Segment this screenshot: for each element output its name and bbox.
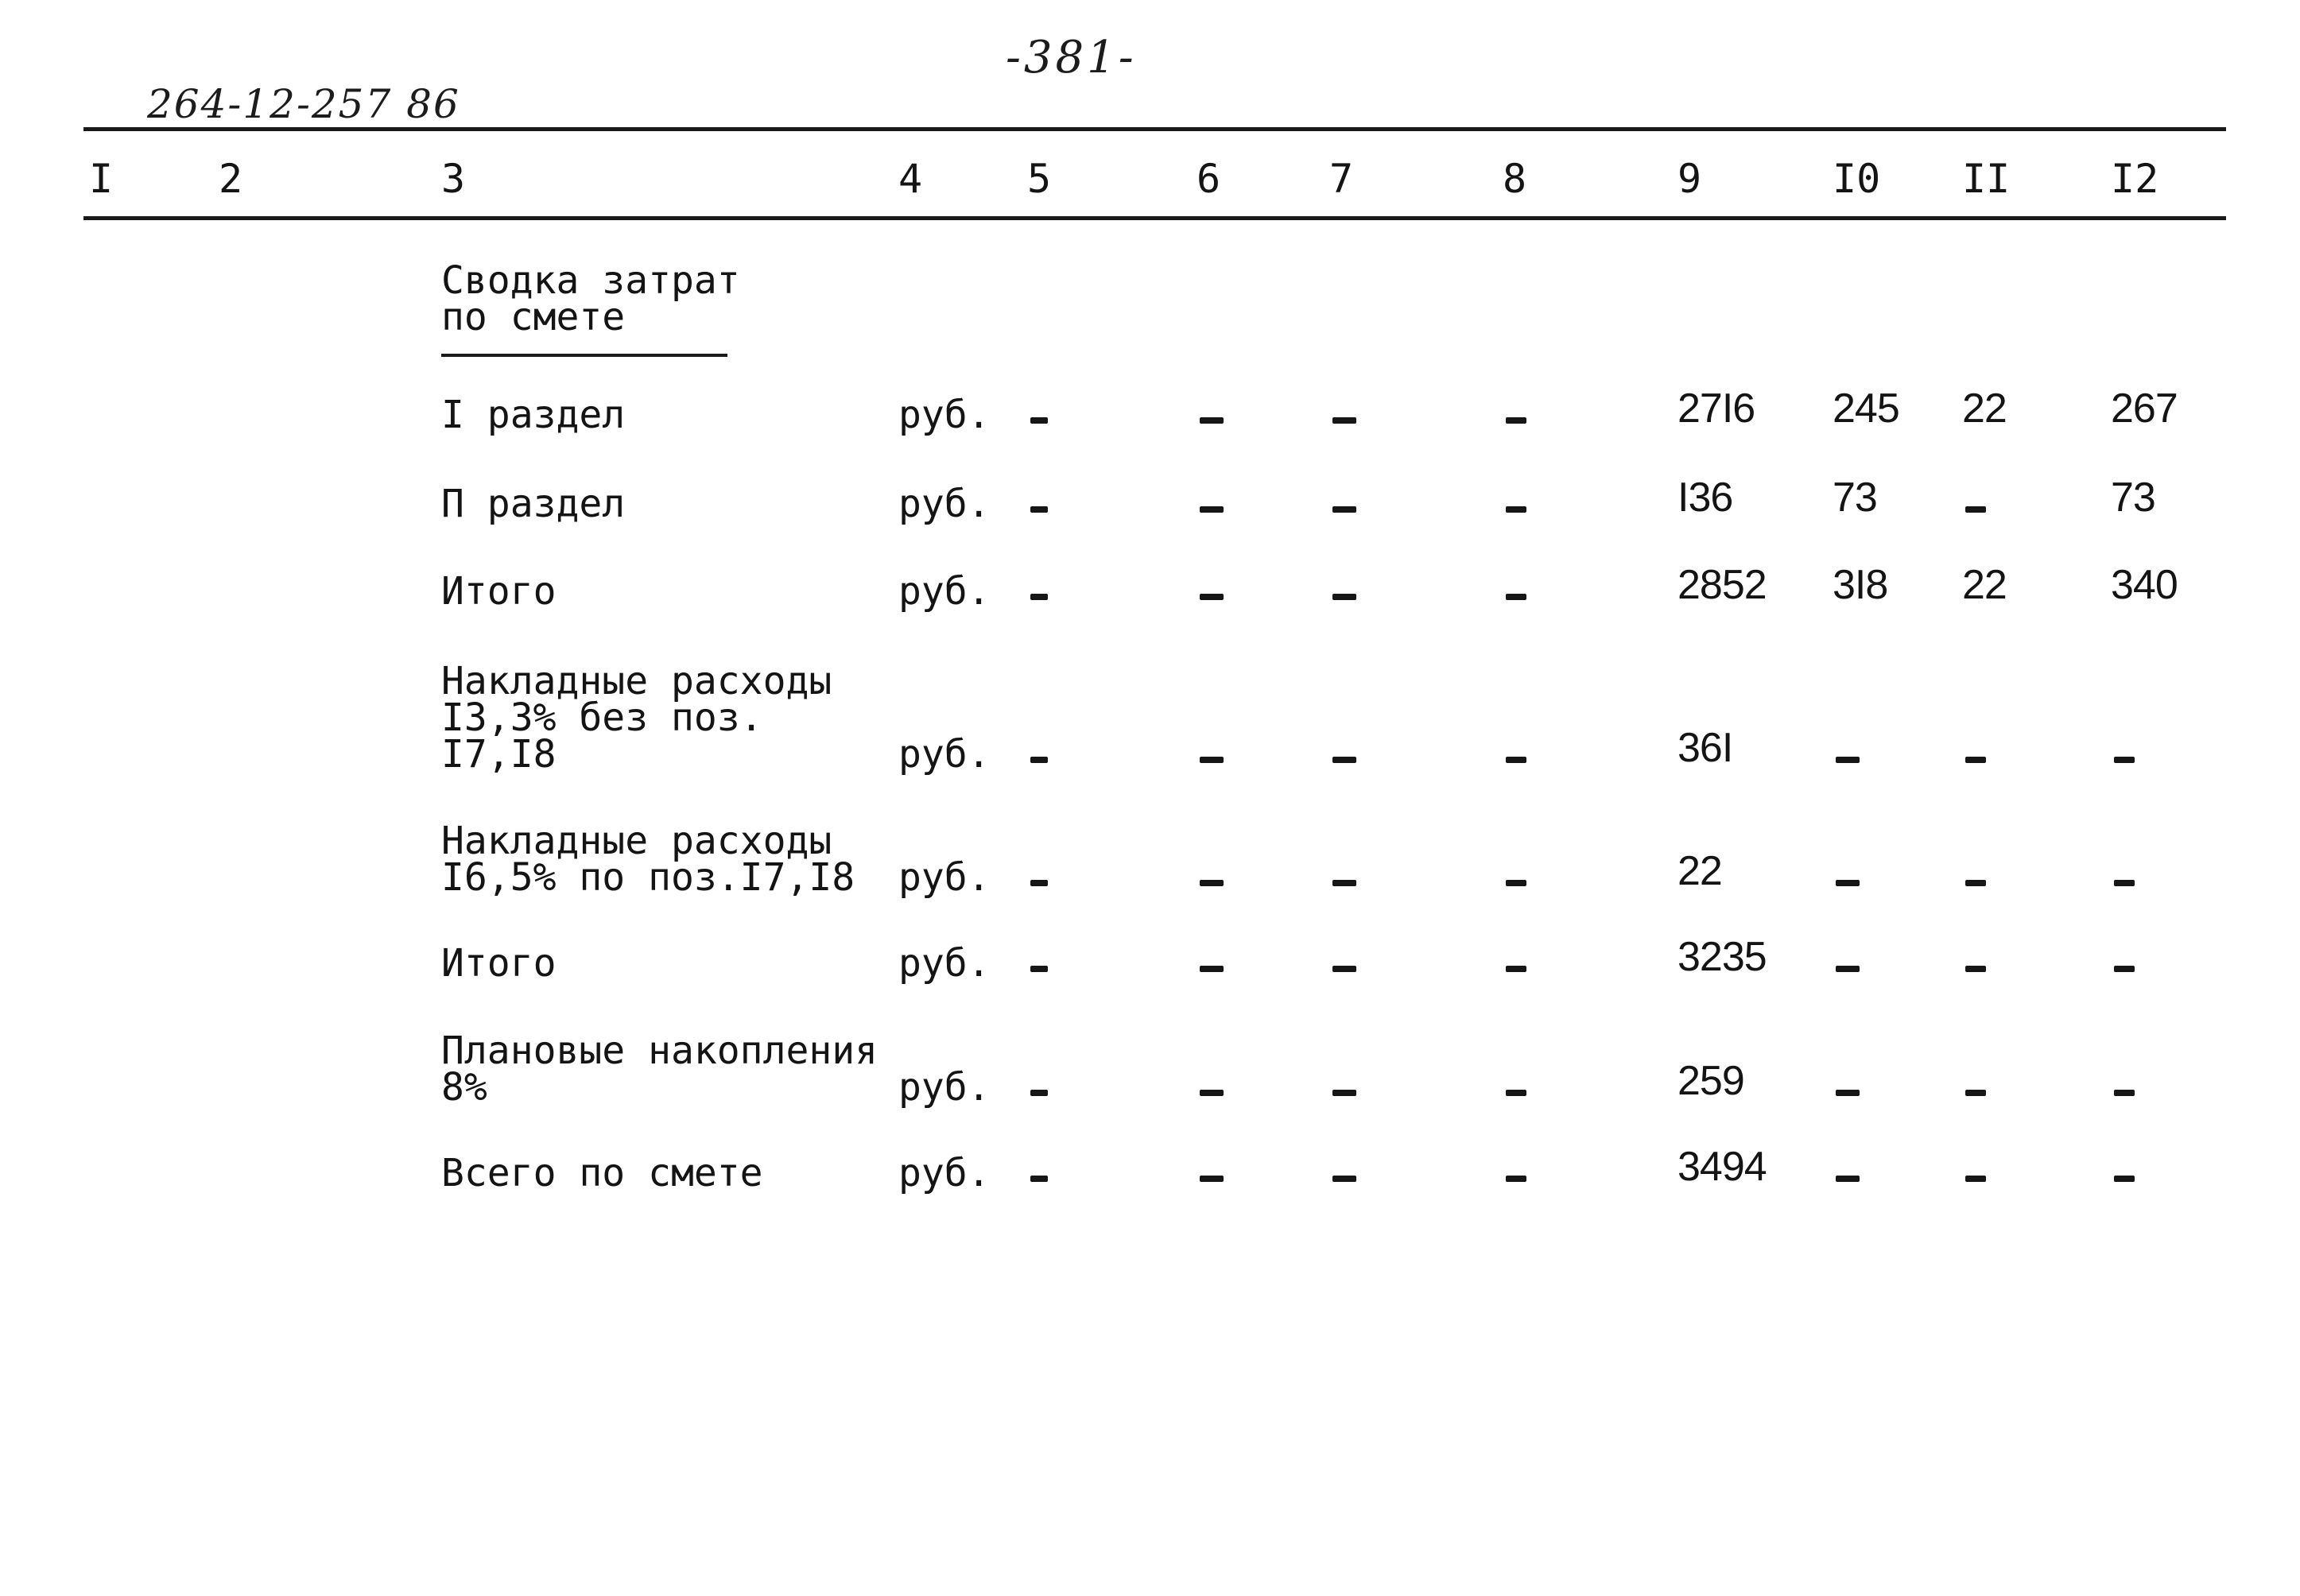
row-unit: руб. — [898, 1065, 991, 1110]
dash-mark-c5 — [1030, 506, 1048, 513]
column-number-10: I0 — [1833, 156, 1881, 202]
dash-mark-c7 — [1332, 1090, 1356, 1096]
dash-mark-c11 — [1965, 506, 1986, 513]
row-description: Итого — [441, 941, 557, 986]
dash-mark-c7 — [1332, 417, 1356, 424]
value-c12: 73 — [2111, 475, 2155, 521]
dash-mark-c6 — [1200, 1176, 1224, 1182]
column-number-3: 3 — [441, 156, 466, 202]
dash-mark-c12 — [2114, 1090, 2135, 1096]
row-unit: руб. — [898, 393, 991, 437]
dash-mark-c10 — [1836, 1090, 1860, 1096]
dash-mark-c8 — [1506, 966, 1526, 972]
column-number-2: 2 — [219, 156, 243, 202]
dash-mark-c6 — [1200, 594, 1224, 600]
column-number-11: II — [1962, 156, 2011, 202]
value-c10: 73 — [1833, 475, 1877, 521]
dash-mark-c10 — [1836, 757, 1860, 763]
row-unit: руб. — [898, 569, 991, 614]
row-description: I раздел — [441, 393, 626, 437]
dash-mark-c7 — [1332, 966, 1356, 972]
value-c11: 22 — [1962, 562, 2007, 608]
dash-mark-c8 — [1506, 417, 1526, 424]
dash-mark-c7 — [1332, 757, 1356, 763]
row-description: Накладные расходы I6,5% по поз.I7,I8 — [441, 819, 855, 900]
document-code: 264-12-257 86 — [147, 81, 460, 127]
dash-mark-c11 — [1965, 880, 1986, 886]
dash-mark-c11 — [1965, 966, 1986, 972]
value-c10: 3I8 — [1833, 562, 1888, 608]
dash-mark-c12 — [2114, 1176, 2135, 1182]
value-c12: 340 — [2111, 562, 2178, 608]
summary-title-underline — [441, 354, 727, 357]
dash-mark-c8 — [1506, 1176, 1526, 1182]
dash-mark-c8 — [1506, 880, 1526, 886]
column-number-6: 6 — [1197, 156, 1221, 202]
column-number-4: 4 — [898, 156, 923, 202]
row-description: Накладные расходы I3,3% без поз. I7,I8 — [441, 659, 832, 777]
dash-mark-c5 — [1030, 417, 1048, 424]
dash-mark-c11 — [1965, 757, 1986, 763]
row-unit: руб. — [898, 941, 991, 986]
dash-mark-c6 — [1200, 880, 1224, 886]
dash-mark-c7 — [1332, 594, 1356, 600]
dash-mark-c6 — [1200, 966, 1224, 972]
dash-mark-c12 — [2114, 966, 2135, 972]
value-c9: 3235 — [1677, 934, 1767, 980]
row-unit: руб. — [898, 1151, 991, 1195]
value-c9: 3494 — [1677, 1144, 1767, 1190]
value-c11: 22 — [1962, 385, 2007, 432]
dash-mark-c6 — [1200, 757, 1224, 763]
dash-mark-c7 — [1332, 880, 1356, 886]
dash-mark-c12 — [2114, 757, 2135, 763]
column-number-12: I2 — [2111, 156, 2159, 202]
dash-mark-c10 — [1836, 880, 1860, 886]
dash-mark-c12 — [2114, 880, 2135, 886]
row-description: Плановые накопления 8% — [441, 1028, 878, 1110]
dash-mark-c7 — [1332, 1176, 1356, 1182]
dash-mark-c5 — [1030, 757, 1048, 763]
dash-mark-c5 — [1030, 966, 1048, 972]
dash-mark-c8 — [1506, 1090, 1526, 1096]
value-c10: 245 — [1833, 385, 1899, 432]
row-description: П раздел — [441, 482, 626, 526]
dash-mark-c10 — [1836, 966, 1860, 972]
dash-mark-c8 — [1506, 594, 1526, 600]
top-rule — [83, 127, 2226, 131]
value-c9: 2852 — [1677, 562, 1767, 608]
summary-title: Сводка затрат по смете — [441, 258, 740, 339]
value-c9: I36 — [1677, 475, 1733, 521]
dash-mark-c5 — [1030, 1090, 1048, 1096]
dash-mark-c7 — [1332, 506, 1356, 513]
column-number-7: 7 — [1329, 156, 1354, 202]
dash-mark-c6 — [1200, 1090, 1224, 1096]
dash-mark-c11 — [1965, 1176, 1986, 1182]
dash-mark-c10 — [1836, 1176, 1860, 1182]
value-c12: 267 — [2111, 385, 2178, 432]
dash-mark-c5 — [1030, 880, 1048, 886]
column-number-5: 5 — [1027, 156, 1052, 202]
dash-mark-c6 — [1200, 506, 1224, 513]
dash-mark-c6 — [1200, 417, 1224, 424]
column-number-9: 9 — [1677, 156, 1702, 202]
dash-mark-c8 — [1506, 506, 1526, 513]
row-description: Всего по смете — [441, 1151, 763, 1195]
dash-mark-c5 — [1030, 594, 1048, 600]
row-unit: руб. — [898, 482, 991, 526]
value-c9: 36I — [1677, 725, 1733, 771]
column-number-8: 8 — [1503, 156, 1527, 202]
page-number: -381- — [1006, 32, 1137, 83]
value-c9: 259 — [1677, 1058, 1744, 1104]
dash-mark-c5 — [1030, 1176, 1048, 1182]
value-c9: 22 — [1677, 848, 1722, 894]
row-unit: руб. — [898, 732, 991, 777]
row-description: Итого — [441, 569, 557, 614]
dash-mark-c11 — [1965, 1090, 1986, 1096]
header-rule — [83, 216, 2226, 220]
value-c9: 27I6 — [1677, 385, 1755, 432]
column-number-1: I — [89, 156, 114, 202]
row-unit: руб. — [898, 855, 991, 900]
dash-mark-c8 — [1506, 757, 1526, 763]
